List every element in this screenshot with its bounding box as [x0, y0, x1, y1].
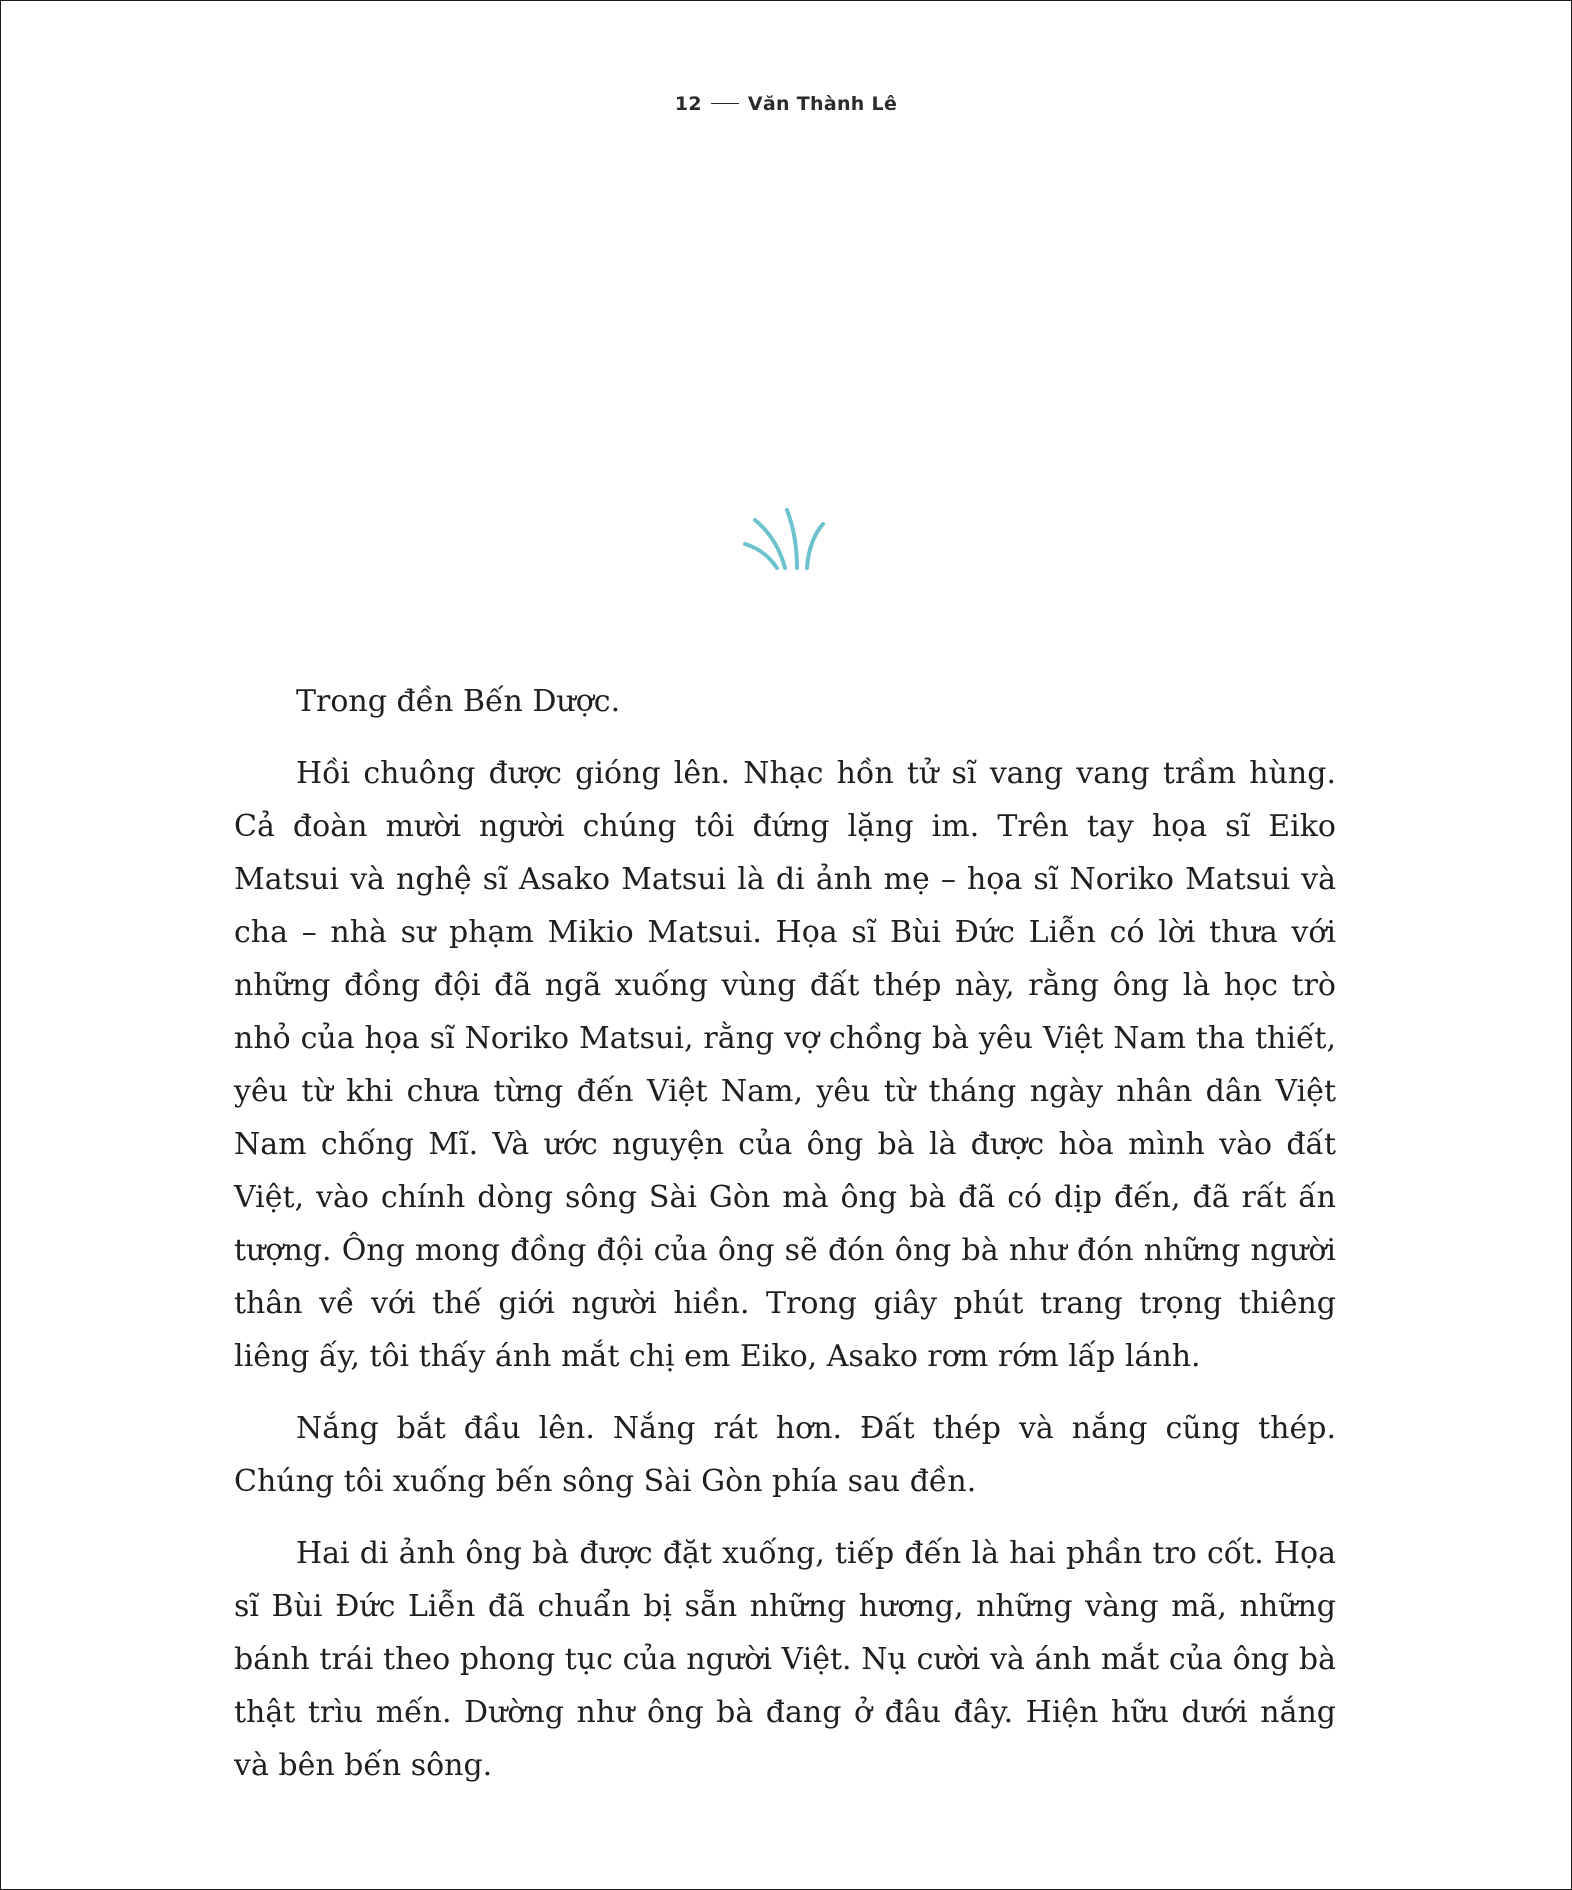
body-text — [234, 675, 1336, 1811]
grass-tuft-icon — [741, 506, 831, 576]
running-header — [1, 93, 1571, 115]
ornament-stroke-1 — [745, 544, 777, 568]
paragraph-2: Hồi chuông được gióng lên. Nhạc hồn tử sĩ vang vang trầm hùng. Cả đoàn mười người chúng tôi đứng lặng im. Trên tay họa sĩ Eiko Matsui và nghệ sĩ Asako Matsui là di ảnh mẹ – họa sĩ Noriko Matsui và cha – nhà sư phạm Mikio Matsui. Họa sĩ Bùi Đức Liễn có lời thưa với những đồng đội đã ngã xuống vùng đất thép này, rằng ông là học trò nhỏ của họa sĩ Noriko Matsui, rằng vợ chồng bà yêu Việt Nam tha thiết, yêu từ khi chưa từng đến Việt Nam, yêu từ tháng ngày nhân dân Việt Nam chống Mĩ. Và ước nguyện của ông bà là được hòa mình vào đất Việt, vào chính dòng sông Sài Gòn mà ông bà đã có dịp đến, đã rất ấn tượng. Ông mong đồng đội của ông sẽ đón ông bà như đón những người thân về với thế giới người hiền. Trong giây phút trang trọng thiêng liêng ấy, tôi thấy ánh mắt chị em Eiko, Asako rơm rớm lấp lánh. — [234, 756, 1336, 1374]
paragraph-1: Trong đền Bến Dược. — [296, 684, 621, 719]
author-name: Văn Thành Lê — [747, 93, 898, 115]
ornament-stroke-4 — [807, 524, 823, 568]
page-number: 12 — [674, 93, 702, 115]
ornament-stroke-3 — [787, 510, 797, 568]
header-dash — [711, 103, 739, 104]
paragraph-3: Nắng bắt đầu lên. Nắng rát hơn. Đất thép và nắng cũng thép. Chúng tôi xuống bến sông Sài Gòn phía sau đền. — [234, 1411, 1336, 1499]
paragraph-4: Hai di ảnh ông bà được đặt xuống, tiếp đến là hai phần tro cốt. Họa sĩ Bùi Đức Liễn đã chuẩn bị sẵn những hương, những vàng mã, những bánh trái theo phong tục của người Việt. Nụ cười và ánh mắt của ông bà thật trìu mến. Dường như ông bà đang ở đâu đây. Hiện hữu dưới nắng và bên bến sông. — [234, 1536, 1336, 1783]
